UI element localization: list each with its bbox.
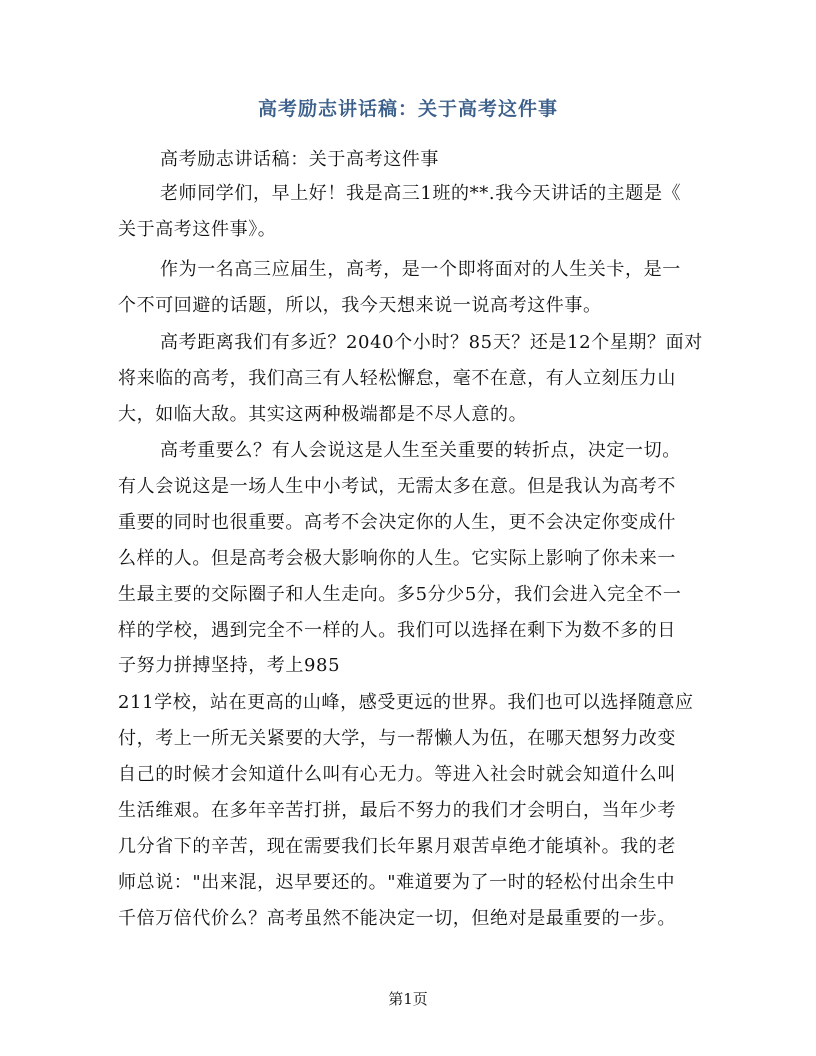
paragraph-line: 大，如临大敌。其实这两种极端都是不尽人意的。 — [118, 404, 528, 425]
paragraph-line: 生活维艰。在多年辛苦打拼，最后不努力的我们才会明白，当年少考 — [118, 800, 676, 821]
paragraph-line: 师总说："出来混，迟早要还的。"难道要为了一时的轻松付出余生中 — [118, 872, 676, 893]
paragraph-line: 高考重要么？有人会说这是人生至关重要的转折点，决定一切。 — [160, 440, 681, 461]
paragraph-line: 作为一名高三应届生，高考，是一个即将面对的人生关卡，是一 — [160, 259, 681, 280]
paragraph-line: 付，考上一所无关紧要的大学，与一帮懒人为伍，在哪天想努力改变 — [118, 728, 676, 749]
paragraph-line: 老师同学们，早上好！我是高三1班的**.我今天讲话的主题是《 — [160, 183, 682, 204]
paragraph-line: 有人会说这是一场人生中小考试，无需太多在意。但是我认为高考不 — [118, 476, 676, 497]
paragraph-line: 个不可回避的话题，所以，我今天想来说一说高考这件事。 — [118, 295, 602, 316]
paragraph-line: 千倍万倍代价么？高考虽然不能决定一切，但绝对是最重要的一步。 — [118, 908, 676, 929]
paragraph-line: 自己的时候才会知道什么叫有心无力。等进入社会时就会知道什么叫 — [118, 764, 676, 785]
paragraph-line: 生最主要的交际圈子和人生走向。多5分少5分，我们会进入完全不一 — [118, 584, 682, 605]
paragraph-line: 高考励志讲话稿：关于高考这件事 — [160, 149, 439, 170]
page-number: 第1页 — [388, 990, 428, 1008]
paragraph-line: 重要的同时也很重要。高考不会决定你的人生，更不会决定你变成什 — [118, 512, 676, 533]
paragraph-line: 子努力拼搏坚持，考上985 — [118, 655, 341, 676]
paragraph-line: 几分省下的辛苦，现在需要我们长年累月艰苦卓绝才能填补。我的老 — [118, 836, 676, 857]
paragraph-line: 么样的人。但是高考会极大影响你的人生。它实际上影响了你未来一 — [118, 548, 676, 569]
paragraph-line: 样的学校，遇到完全不一样的人。我们可以选择在剩下为数不多的日 — [118, 620, 676, 641]
paragraph-line: 将来临的高考，我们高三有人轻松懈怠，毫不在意，有人立刻压力山 — [118, 368, 676, 389]
paragraph-line: 关于高考这件事》。 — [118, 219, 277, 240]
paragraph-line: 高考距离我们有多近？2040个小时？85天？还是12个星期？面对 — [160, 332, 703, 353]
paragraph-line: 211学校，站在更高的山峰，感受更远的世界。我们也可以选择随意应 — [118, 692, 694, 713]
document-title: 高考励志讲话稿：关于高考这件事 — [257, 98, 558, 120]
